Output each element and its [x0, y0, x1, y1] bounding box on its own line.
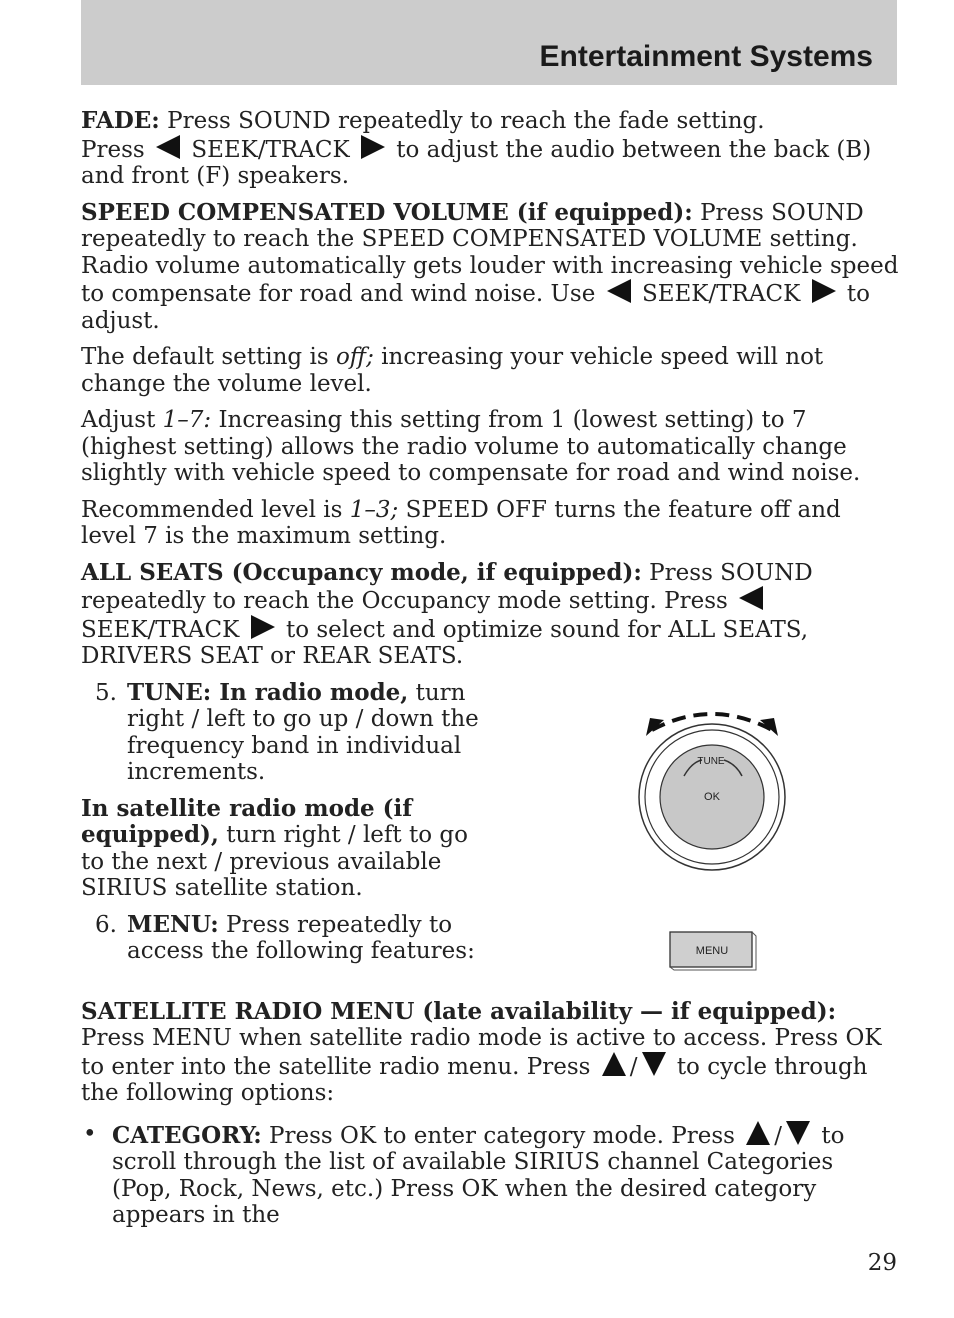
category-body — [112, 1121, 899, 1229]
all-seats-text-1: Press SOUND repeatedly to reach the Occupancy mode setting. Press — [81, 559, 813, 614]
tune-body — [127, 680, 491, 786]
section-title: Entertainment Systems — [539, 40, 873, 73]
ok-knob-label: OK — [704, 791, 720, 803]
default-setting-paragraph — [81, 344, 899, 397]
all-seats-text-2: to select and optimize sound for ALL SEATS, DRIVERS SEAT or REAR SEATS. — [81, 616, 809, 669]
sat-mode-text: turn right / left to go to the next / previous available SIRIUS satellite station. — [81, 822, 468, 901]
tune-knob-label: TUNE — [697, 756, 725, 767]
default-setting-text-2: increasing your vehicle speed will not change the volume level. — [81, 344, 824, 397]
tune-label: TUNE: In radio mode, — [127, 678, 409, 706]
tune-knob-illustration — [630, 700, 800, 880]
scv-paragraph — [81, 200, 899, 335]
seek-left-icon — [156, 135, 180, 159]
menu-body — [127, 912, 491, 965]
category-list-item — [81, 1121, 899, 1229]
category-text-2: to scroll through the list of available SIRIUS channel Categories (Pop, Rock, News, etc.) Press OK when the desired category appears in the — [112, 1122, 845, 1228]
menu-text: Press repeatedly to access the following features: — [127, 911, 475, 964]
menu-number: 6. — [95, 911, 117, 938]
sat-menu-label: SATELLITE RADIO MENU (late availability — if equipped): — [81, 997, 837, 1025]
tune-text: turn right / left to go up / down the frequency band in individual increments. — [127, 679, 479, 785]
arrow-down-icon — [786, 1121, 810, 1145]
left-column — [81, 680, 491, 965]
fade-label: FADE: — [81, 107, 160, 134]
seek-left-icon — [607, 279, 631, 303]
page-header — [81, 0, 897, 85]
scv-label: SPEED COMPENSATED VOLUME (if equipped): — [81, 198, 693, 226]
sat-mode-label: In satellite radio mode (if equipped), — [81, 794, 413, 848]
scv-text-1: Press SOUND repeatedly to reach the SPEED COMPENSATED VOLUME setting. Radio volume automatically gets louder with increasing vehicle speed to compensate for road and wind noise. Use — [81, 199, 899, 307]
seek-left-icon — [739, 586, 763, 610]
fade-text-2: Press — [81, 136, 145, 163]
default-setting-text-1: The default setting is — [81, 344, 336, 370]
category-slash: / — [774, 1122, 783, 1149]
sat-menu-paragraph — [81, 999, 899, 1107]
scv-seek-label: SEEK/TRACK — [641, 281, 801, 307]
default-setting-italic: off; — [335, 344, 374, 370]
arrow-up-icon — [746, 1121, 770, 1145]
page-number: 29 — [867, 1250, 897, 1276]
arrow-down-icon — [642, 1052, 666, 1076]
sat-menu-slash: / — [629, 1053, 638, 1080]
sat-menu-text-2: to cycle through the following options: — [81, 1053, 868, 1106]
menu-button-illustration — [668, 930, 758, 972]
all-seats-label: ALL SEATS (Occupancy mode, if equipped): — [81, 558, 642, 586]
category-text-1: Press OK to enter category mode. Press — [261, 1122, 735, 1149]
adjust-text-2: Increasing this setting from 1 (lowest setting) to 7 (highest setting) allows the radio volume to automatically change slightly with vehicle speed to compensate for road and wind noise. — [81, 407, 861, 486]
adjust-italic: 1–7: — [162, 407, 212, 433]
recommended-text-2: SPEED OFF turns the feature off and level 7 is the maximum setting. — [81, 496, 841, 549]
menu-label: MENU: — [127, 910, 219, 938]
fade-seek-label: SEEK/TRACK — [191, 136, 350, 163]
recommended-text-1: Recommended level is — [81, 496, 350, 523]
tune-number: 5. — [95, 679, 117, 706]
scv-text-2: to adjust. — [81, 281, 870, 334]
fade-text-1: Press SOUND repeatedly to reach the fade setting. — [159, 108, 765, 134]
category-label: CATEGORY: — [112, 1121, 262, 1149]
sat-mode-paragraph — [81, 796, 491, 902]
sat-menu-text-1: Press MENU when satellite radio mode is active to access. Press OK to enter into the satellite radio menu. Press — [81, 1025, 882, 1080]
recommended-italic: 1–3; — [349, 496, 399, 523]
seek-right-icon — [251, 615, 275, 639]
seek-right-icon — [812, 279, 836, 303]
menu-item — [95, 912, 491, 965]
fade-paragraph — [81, 108, 899, 190]
all-seats-seek-label: SEEK/TRACK — [81, 616, 240, 643]
tune-item — [95, 680, 491, 786]
page-content — [81, 108, 899, 1229]
bullet-icon: • — [83, 1120, 97, 1147]
all-seats-paragraph — [81, 560, 899, 670]
recommended-paragraph — [81, 497, 899, 550]
adjust-text-1: Adjust — [81, 407, 163, 433]
adjust-paragraph — [81, 407, 899, 487]
fade-text-3: to adjust the audio between the back (B) and front (F) speakers. — [81, 136, 872, 189]
menu-button-label: MENU — [695, 945, 729, 957]
seek-right-icon — [361, 135, 385, 159]
arrow-up-icon — [602, 1052, 626, 1076]
